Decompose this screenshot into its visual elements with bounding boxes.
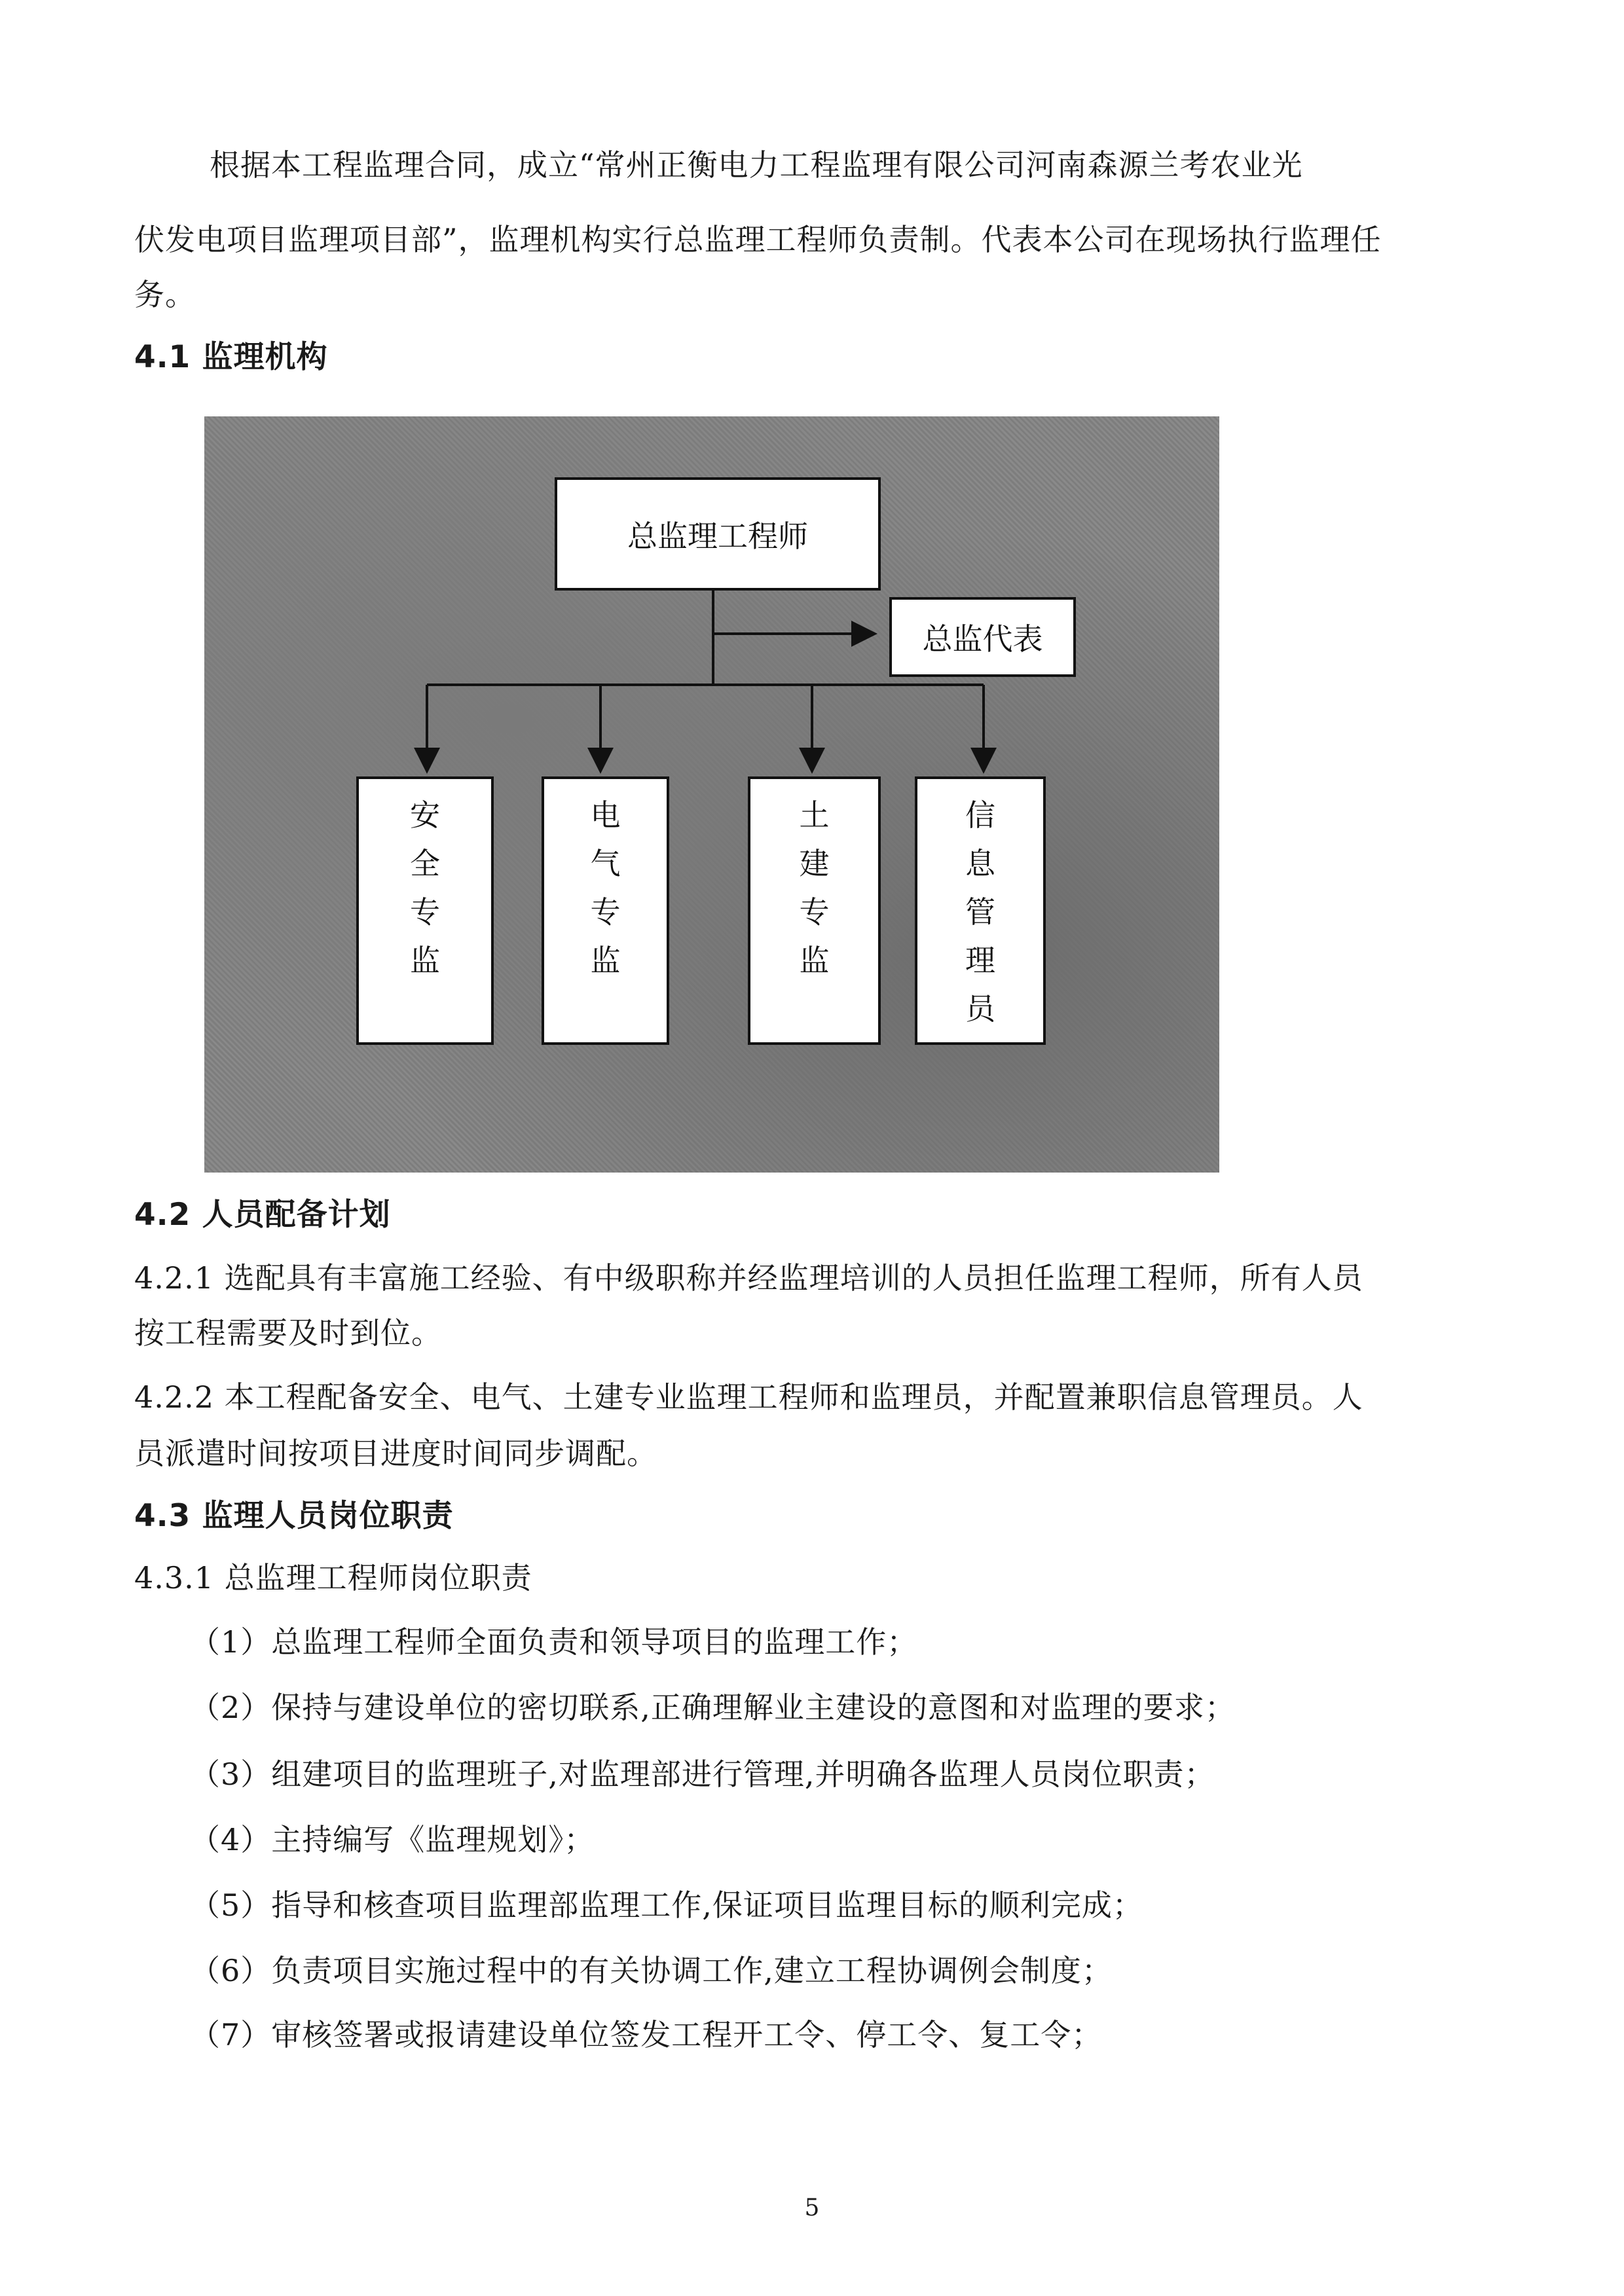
duty-item: （2）保持与建设单位的密切联系,正确理解业主建设的意图和对监理的要求； [190,1690,1236,1725]
unit-char: 专 [590,894,621,930]
unit-char: 息 [965,846,995,881]
unit-char: 气 [590,846,621,881]
intro-line-1: 根据本工程监理合同，成立“常州正衡电力工程监理有限公司河南森源兰考农业光 [210,147,1303,183]
duty-item: （4）主持编写《监理规划》； [190,1822,595,1857]
unit-char: 监 [590,943,621,978]
org-unit-info-manager [915,776,1046,1045]
unit-char: 专 [799,894,830,930]
subsection-heading-4-3-1: 4.3.1 总监理工程师岗位职责 [134,1560,532,1595]
intro-line-3: 务。 [134,277,196,312]
section-heading-4-3: 4.3 监理人员岗位职责 [134,1498,454,1534]
org-unit-electrical [542,776,669,1045]
intro-line-2: 伏发电项目监理项目部”，监理机构实行总监理工程师负责制。代表本公司在现场执行监理任 [134,222,1382,257]
para-4-2-2-line-2: 员派遣时间按项目进度时间同步调配。 [134,1436,657,1471]
duty-item: （7）审核签署或报请建设单位签发工程开工令、停工令、复工令； [190,2017,1103,2052]
org-unit-safety [356,776,494,1045]
org-deputy-label: 总监代表 [922,621,1043,657]
unit-char: 电 [590,797,621,833]
section-heading-4-2: 4.2 人员配备计划 [134,1197,391,1233]
unit-char: 土 [799,797,830,833]
unit-char: 监 [799,943,830,978]
unit-char: 员 [965,991,995,1027]
org-root-box [555,477,881,591]
unit-char: 安 [410,797,440,833]
org-root-label: 总监理工程师 [627,518,808,554]
unit-char: 专 [410,894,440,930]
duty-item: （5）指导和核查项目监理部监理工作,保证项目监理目标的顺利完成； [190,1887,1143,1923]
org-deputy-box [889,597,1076,677]
para-4-2-1-line-2: 按工程需要及时到位。 [134,1315,442,1351]
unit-char: 监 [410,943,440,978]
org-unit-civil [748,776,881,1045]
section-heading-4-1: 4.1 监理机构 [134,339,328,375]
org-chart [204,416,1219,1173]
unit-char: 全 [410,846,440,881]
duty-item: （1）总监理工程师全面负责和领导项目的监理工作； [190,1624,918,1660]
page-number: 5 [804,2195,820,2221]
para-4-2-2-line-1: 4.2.2 本工程配备安全、电气、土建专业监理工程师和监理员，并配置兼职信息管理员。人 [134,1379,1363,1415]
duty-item: （6）负责项目实施过程中的有关协调工作,建立工程协调例会制度； [190,1953,1113,1988]
unit-char: 信 [965,797,995,833]
unit-char: 理 [965,943,995,978]
unit-char: 管 [965,894,995,930]
duty-item: （3）组建项目的监理班子,对监理部进行管理,并明确各监理人员岗位职责； [190,1757,1215,1792]
unit-char: 建 [799,846,830,881]
para-4-2-1-line-1: 4.2.1 选配具有丰富施工经验、有中级职称并经监理培训的人员担任监理工程师，所有人员 [134,1260,1363,1296]
